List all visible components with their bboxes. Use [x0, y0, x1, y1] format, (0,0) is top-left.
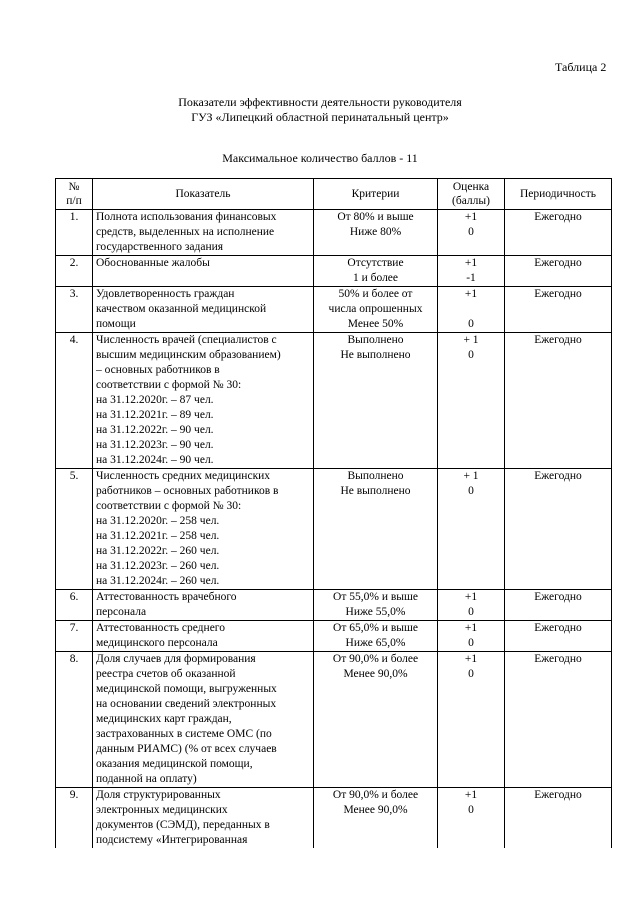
indicator-cell-line: высшим медицинским образованием)	[96, 349, 281, 361]
score-cell	[438, 590, 505, 621]
score-cell-line: +1	[464, 789, 478, 801]
periodicity-cell: Ежегодно	[505, 287, 612, 333]
indicator-cell-line: Доля случаев для формирования	[96, 653, 256, 665]
periodicity-cell: Ежегодно	[505, 788, 612, 849]
criteria-cell-line: От 65,0% и выше	[333, 622, 418, 634]
row-number: 7.	[56, 621, 93, 652]
table-row	[56, 287, 612, 333]
criteria-cell-line: Ниже 65,0%	[345, 637, 406, 649]
indicator-cell-line: Аттестованность среднего	[96, 622, 225, 634]
table-row	[56, 788, 612, 849]
indicator-cell-line: реестра счетов об оказанной	[96, 668, 236, 680]
row-number: 8.	[56, 652, 93, 788]
table-row	[56, 621, 612, 652]
criteria-cell	[314, 287, 438, 333]
indicator-cell-line: на 31.12.2024г. – 260 чел.	[96, 575, 220, 587]
score-cell	[438, 621, 505, 652]
periodicity-cell: Ежегодно	[505, 333, 612, 469]
score-cell	[438, 210, 505, 256]
score-cell-line: 0	[468, 318, 474, 330]
score-cell-line: + 1	[463, 470, 479, 482]
row-number: 9.	[56, 788, 93, 849]
score-cell-line: 0	[468, 804, 474, 816]
indicator-cell-line: на 31.12.2021г. – 258 чел.	[96, 530, 220, 542]
indicator-cell-line: персонала	[96, 606, 147, 618]
indicator-cell-line: на 31.12.2023г. – 90 чел.	[96, 439, 214, 451]
indicator-cell-line: Доля структурированных	[96, 789, 221, 801]
indicator-cell-line: на 31.12.2022г. – 260 чел.	[96, 545, 220, 557]
criteria-cell	[314, 333, 438, 469]
indicator-cell-line: – основных работников в	[96, 364, 220, 376]
indicator-cell-line: на 31.12.2021г. – 89 чел.	[96, 409, 214, 421]
periodicity-cell: Ежегодно	[505, 469, 612, 590]
score-cell-line: +1	[464, 622, 478, 634]
table-row	[56, 333, 612, 469]
indicator-cell	[93, 621, 314, 652]
score-cell-line: +1	[464, 211, 478, 223]
score-cell-line: 0	[468, 349, 474, 361]
score-cell-line: +1	[464, 288, 478, 300]
criteria-cell-line: 1 и более	[352, 272, 399, 284]
indicator-cell	[93, 210, 314, 256]
indicator-cell-line: средств, выделенных на исполнение	[96, 226, 275, 238]
indicator-cell	[93, 469, 314, 590]
score-cell-line: + 1	[463, 334, 479, 346]
row-number: 5.	[56, 469, 93, 590]
criteria-cell-line: Отсутствие	[347, 257, 404, 269]
indicator-cell-line: застрахованных в системе ОМС (по	[96, 728, 272, 740]
indicator-cell-line: качеством оказанной медицинской	[96, 303, 267, 315]
table-row	[56, 256, 612, 287]
score-cell	[438, 256, 505, 287]
score-cell-line: -1	[466, 272, 476, 284]
max-score-caption: Максимальное количество баллов - 11	[222, 151, 418, 165]
indicator-cell-line: соответствии с формой № 30:	[96, 379, 242, 391]
indicator-cell-line: работников – основных работников в	[96, 485, 279, 497]
indicator-cell-line: электронных медицинских	[96, 804, 228, 816]
indicator-cell-line: Обоснованные жалобы	[96, 257, 210, 269]
header-score: Оценка (баллы)	[438, 179, 505, 210]
indicator-cell	[93, 590, 314, 621]
score-cell	[438, 652, 505, 788]
row-number: 3.	[56, 287, 93, 333]
score-cell-line: 0	[468, 637, 474, 649]
criteria-cell-line: Ниже 55,0%	[345, 606, 406, 618]
indicator-cell-line: подсистему «Интегрированная	[96, 834, 248, 846]
indicator-cell-line: на 31.12.2022г. – 90 чел.	[96, 424, 214, 436]
indicator-cell-line: Аттестованность врачебного	[96, 591, 237, 603]
criteria-cell	[314, 652, 438, 788]
periodicity-cell: Ежегодно	[505, 210, 612, 256]
header-criteria: Критерии	[314, 179, 438, 210]
criteria-cell	[314, 469, 438, 590]
indicator-cell-line: Численность врачей (специалистов с	[96, 334, 277, 346]
indicator-cell	[93, 287, 314, 333]
table-row	[56, 590, 612, 621]
criteria-cell-line: От 55,0% и выше	[333, 591, 418, 603]
indicator-cell-line: Удовлетворенность граждан	[96, 288, 235, 300]
header-num: № п/п	[56, 179, 93, 210]
periodicity-cell: Ежегодно	[505, 621, 612, 652]
indicator-cell-line: медицинской помощи, выгруженных	[96, 683, 277, 695]
row-number: 6.	[56, 590, 93, 621]
indicator-cell-line: соответствии с формой № 30:	[96, 500, 242, 512]
score-cell	[438, 469, 505, 590]
indicator-cell	[93, 788, 314, 849]
criteria-cell	[314, 590, 438, 621]
periodicity-cell: Ежегодно	[505, 590, 612, 621]
score-cell-line: +1	[464, 653, 478, 665]
table-header-row	[56, 179, 612, 210]
score-cell-line: +1	[464, 591, 478, 603]
indicator-cell-line: медицинского персонала	[96, 637, 218, 649]
table-row	[56, 210, 612, 256]
indicators-table	[55, 178, 612, 848]
criteria-cell-line: Менее 90,0%	[343, 668, 408, 680]
indicator-cell	[93, 256, 314, 287]
score-cell-line: 0	[468, 668, 474, 680]
criteria-cell-line: 50% и более от	[338, 288, 413, 300]
criteria-cell	[314, 256, 438, 287]
document-title-line-1: Показатели эффективности деятельности руководителя	[178, 95, 462, 109]
periodicity-cell: Ежегодно	[505, 652, 612, 788]
periodicity-cell: Ежегодно	[505, 256, 612, 287]
criteria-cell-line: Не выполнено	[340, 349, 411, 361]
document-title-line-2: ГУЗ «Липецкий областной перинатальный центр»	[191, 110, 449, 124]
score-cell-line: 0	[468, 606, 474, 618]
header-periodicity: Периодичность	[505, 179, 612, 210]
criteria-cell-line: Не выполнено	[340, 485, 411, 497]
indicator-cell-line: государственного задания	[96, 241, 224, 253]
criteria-cell-line: Выполнено	[347, 470, 404, 482]
row-number: 4.	[56, 333, 93, 469]
indicator-cell-line: на 31.12.2020г. – 87 чел.	[96, 394, 214, 406]
criteria-cell-line: числа опрошенных	[328, 303, 423, 315]
row-number: 1.	[56, 210, 93, 256]
criteria-cell	[314, 788, 438, 849]
score-cell-line: 0	[468, 226, 474, 238]
criteria-cell-line: Менее 50%	[347, 318, 404, 330]
indicator-cell-line: на 31.12.2023г. – 260 чел.	[96, 560, 220, 572]
score-cell	[438, 287, 505, 333]
indicator-cell-line: на 31.12.2024г. – 90 чел.	[96, 454, 214, 466]
indicator-cell-line: данным РИАМС) (% от всех случаев	[96, 743, 277, 755]
score-cell-line	[441, 302, 501, 317]
score-cell-line: 0	[468, 485, 474, 497]
indicator-cell-line: оказания медицинской помощи,	[96, 758, 253, 770]
criteria-cell-line: Менее 90,0%	[343, 804, 408, 816]
criteria-cell	[314, 621, 438, 652]
criteria-cell-line: Выполнено	[347, 334, 404, 346]
indicator-cell-line: Полнота использования финансовых	[96, 211, 277, 223]
table-row	[56, 469, 612, 590]
indicator-cell	[93, 333, 314, 469]
table-row	[56, 652, 612, 788]
score-cell	[438, 333, 505, 469]
score-cell	[438, 788, 505, 849]
indicator-cell-line: на основании сведений электронных	[96, 698, 277, 710]
indicator-cell-line: поданной на оплату)	[96, 773, 197, 785]
indicator-cell-line: помощи	[96, 318, 136, 330]
criteria-cell-line: От 90,0% и более	[332, 653, 419, 665]
score-cell-line: +1	[464, 257, 478, 269]
indicator-cell-line: на 31.12.2020г. – 258 чел.	[96, 515, 220, 527]
row-number: 2.	[56, 256, 93, 287]
criteria-cell-line: От 90,0% и более	[332, 789, 419, 801]
indicator-cell-line: Численность средних медицинских	[96, 470, 271, 482]
indicator-cell-line: документов (СЭМД), переданных в	[96, 819, 270, 831]
table-label: Таблица 2	[555, 60, 607, 74]
header-indicator: Показатель	[93, 179, 314, 210]
indicator-cell-line: медицинских карт граждан,	[96, 713, 232, 725]
criteria-cell-line: От 80% и выше	[337, 211, 414, 223]
criteria-cell	[314, 210, 438, 256]
indicator-cell	[93, 652, 314, 788]
criteria-cell-line: Ниже 80%	[349, 226, 402, 238]
